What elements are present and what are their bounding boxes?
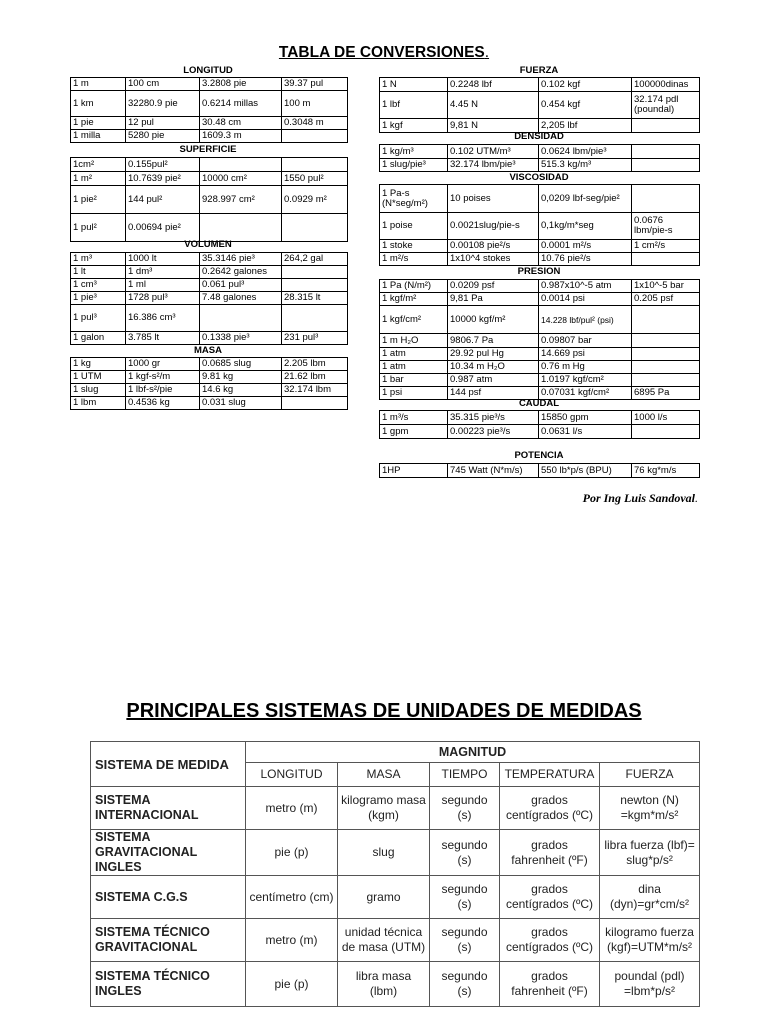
table-row: 1 pie 12 pul 30.48 cm 0.3048 m [71, 117, 348, 130]
table-row: 1 lbf 4.45 N 0.454 kgf 32.174 pdl (poundal) [380, 92, 700, 119]
table-caudal [379, 410, 700, 439]
table-row: 1 psi 144 psf 0.07031 kgf/cm² 6895 Pa [380, 387, 700, 400]
table-row: 1 Pa (N/m²) 0.0209 psf 0.987x10^-5 atm 1x10^-5 bar [380, 280, 700, 293]
table-row: 1 m H₂O 9806.7 Pa 0.09807 bar [380, 334, 700, 348]
table-row: 1 UTM 1 kgf-s²/m 9.81 kg 21.62 lbm [71, 371, 348, 384]
table-volumen [70, 252, 348, 345]
table-row: 1 poise 0.0021slug/pie-s 0,1kg/m*seg 0.0676 lbm/pie-s [380, 213, 700, 240]
table-row: 1cm² 0.155pul² [71, 158, 348, 172]
table-row: 1 milla 5280 pie 1609.3 m [71, 130, 348, 143]
table-row: 1 pul² 0.00694 pie² [71, 214, 348, 242]
table-row: 1 N 0.2248 lbf 0.102 kgf 100000dinas [380, 78, 700, 92]
table-header-row: SISTEMA DE MEDIDA MAGNITUD [91, 742, 700, 763]
table-row: SISTEMA TÉCNICO INGLES pie (p) libra masa (lbm) segundo (s) grados fahrenheit (ºF) poundal (pdl) =lbm*p/s² [91, 962, 700, 1007]
table-row: 1 pie³ 1728 pul³ 7.48 galones 28.315 lt [71, 292, 348, 305]
section-label-volumen: VOLUMEN [184, 239, 232, 250]
table-row: 1 cm³ 1 ml 0.061 pul³ [71, 279, 348, 292]
page-title: TABLA DE CONVERSIONES. [278, 44, 490, 61]
systems-title: PRINCIPALES SISTEMAS DE UNIDADES DE MEDIDAS [126, 700, 642, 722]
section-label-potencia: POTENCIA [514, 450, 564, 461]
table-row: SISTEMA C.G.S centímetro (cm) gramo segundo (s) grados centígrados (ºC) dina (dyn)=gr*cm/s² [91, 876, 700, 919]
table-row: 1 kg/m³ 0.102 UTM/m³ 0.0624 lbm/pie³ [380, 145, 700, 159]
table-potencia [379, 463, 700, 478]
section-label-fuerza: FUERZA [519, 65, 559, 76]
table-row: 1 kg 1000 gr 0.0685 slug 2.205 lbm [71, 358, 348, 371]
table-viscosidad [379, 184, 700, 266]
table-row: 1 kgf/cm² 10000 kgf/m² 14.228 lbf/pul² (psi) [380, 306, 700, 334]
table-row: 1 atm 29.92 pul Hg 14.669 psi [380, 348, 700, 361]
table-presion [379, 279, 700, 400]
section-label-masa: MASA [194, 345, 222, 356]
table-row: 1 m³ 1000 lt 35.3146 pie³ 264,2 gal [71, 253, 348, 266]
table-densidad [379, 144, 700, 172]
section-label-superficie: SUPERFICIE [179, 144, 237, 155]
table-row: 1 kgf/m² 9,81 Pa 0.0014 psi 0.205 psf [380, 293, 700, 306]
systems-table [90, 741, 700, 1007]
table-row: 1 m²/s 1x10^4 stokes 10.76 pie²/s [380, 253, 700, 266]
table-row: 1 slug 1 lbf-s²/pie 14.6 kg 32.174 lbm [71, 384, 348, 397]
table-row: SISTEMA TÉCNICO GRAVITACIONAL metro (m) unidad técnica de masa (UTM) segundo (s) grados centígrados (ºC) kilogramo fuerza (kgf)=UTM*m/s² [91, 919, 700, 962]
table-row: 1 kgf 9,81 N 2,205 lbf [380, 119, 700, 133]
table-masa [70, 357, 348, 410]
section-label-densidad: DENSIDAD [514, 131, 564, 142]
table-longitud [70, 77, 348, 143]
table-row: 1 km 32280.9 pie 0.6214 millas 100 m [71, 91, 348, 117]
table-fuerza [379, 77, 700, 133]
table-row: 1HP 745 Watt (N*m/s) 550 lb*p/s (BPU) 76 kg*m/s [380, 464, 700, 478]
table-row: 1 slug/pie³ 32.174 lbm/pie³ 515.3 kg/m³ [380, 159, 700, 172]
section-label-longitud: LONGITUD [183, 65, 233, 76]
table-row: 1 galon 3.785 lt 0.1338 pie³ 231 pul³ [71, 332, 348, 345]
table-row: 1 Pa-s (N*seg/m²) 10 poises 0,0209 lbf-seg/pie² [380, 185, 700, 213]
table-row: 1 m 100 cm 3.2808 pie 39.37 pul [71, 78, 348, 91]
table-row: 1 gpm 0.00223 pie³/s 0.0631 l/s [380, 425, 700, 439]
table-row: SISTEMA INTERNACIONAL metro (m) kilogramo masa (kgm) segundo (s) grados centígrados (ºC) newton (N) =kgm*m/s² [91, 787, 700, 830]
section-label-viscosidad: VISCOSIDAD [509, 172, 569, 183]
section-label-presion: PRESION [517, 266, 561, 277]
table-row: 1 m³/s 35.315 pie³/s 15850 gpm 1000 l/s [380, 411, 700, 425]
table-row: 1 atm 10.34 m H₂O 0.76 m Hg [380, 361, 700, 374]
table-row: 1 lt 1 dm³ 0.2642 galones [71, 266, 348, 279]
table-row: 1 stoke 0.00108 pie²/s 0.0001 m²/s 1 cm²/s [380, 240, 700, 253]
table-row: 1 pul³ 16.386 cm³ [71, 305, 348, 332]
table-header-row: LONGITUD MASA TIEMPO TEMPERATURA FUERZA [91, 763, 700, 787]
table-row: 1 bar 0.987 atm 1.0197 kgf/cm² [380, 374, 700, 387]
table-row: 1 m² 10.7639 pie² 10000 cm² 1550 pul² [71, 172, 348, 186]
table-superficie [70, 157, 348, 242]
table-row: 1 lbm 0.4536 kg 0.031 slug [71, 397, 348, 410]
table-row: 1 pie² 144 pul² 928.997 cm² 0.0929 m² [71, 186, 348, 214]
section-label-caudal: CAUDAL [518, 398, 560, 409]
author-signature: Por Ing Luis Sandoval. [582, 491, 698, 505]
table-row: SISTEMA GRAVITACIONAL INGLES pie (p) slug segundo (s) grados fahrenheit (ºF) libra fuerza (lbf)= slug*p/s² [91, 830, 700, 876]
